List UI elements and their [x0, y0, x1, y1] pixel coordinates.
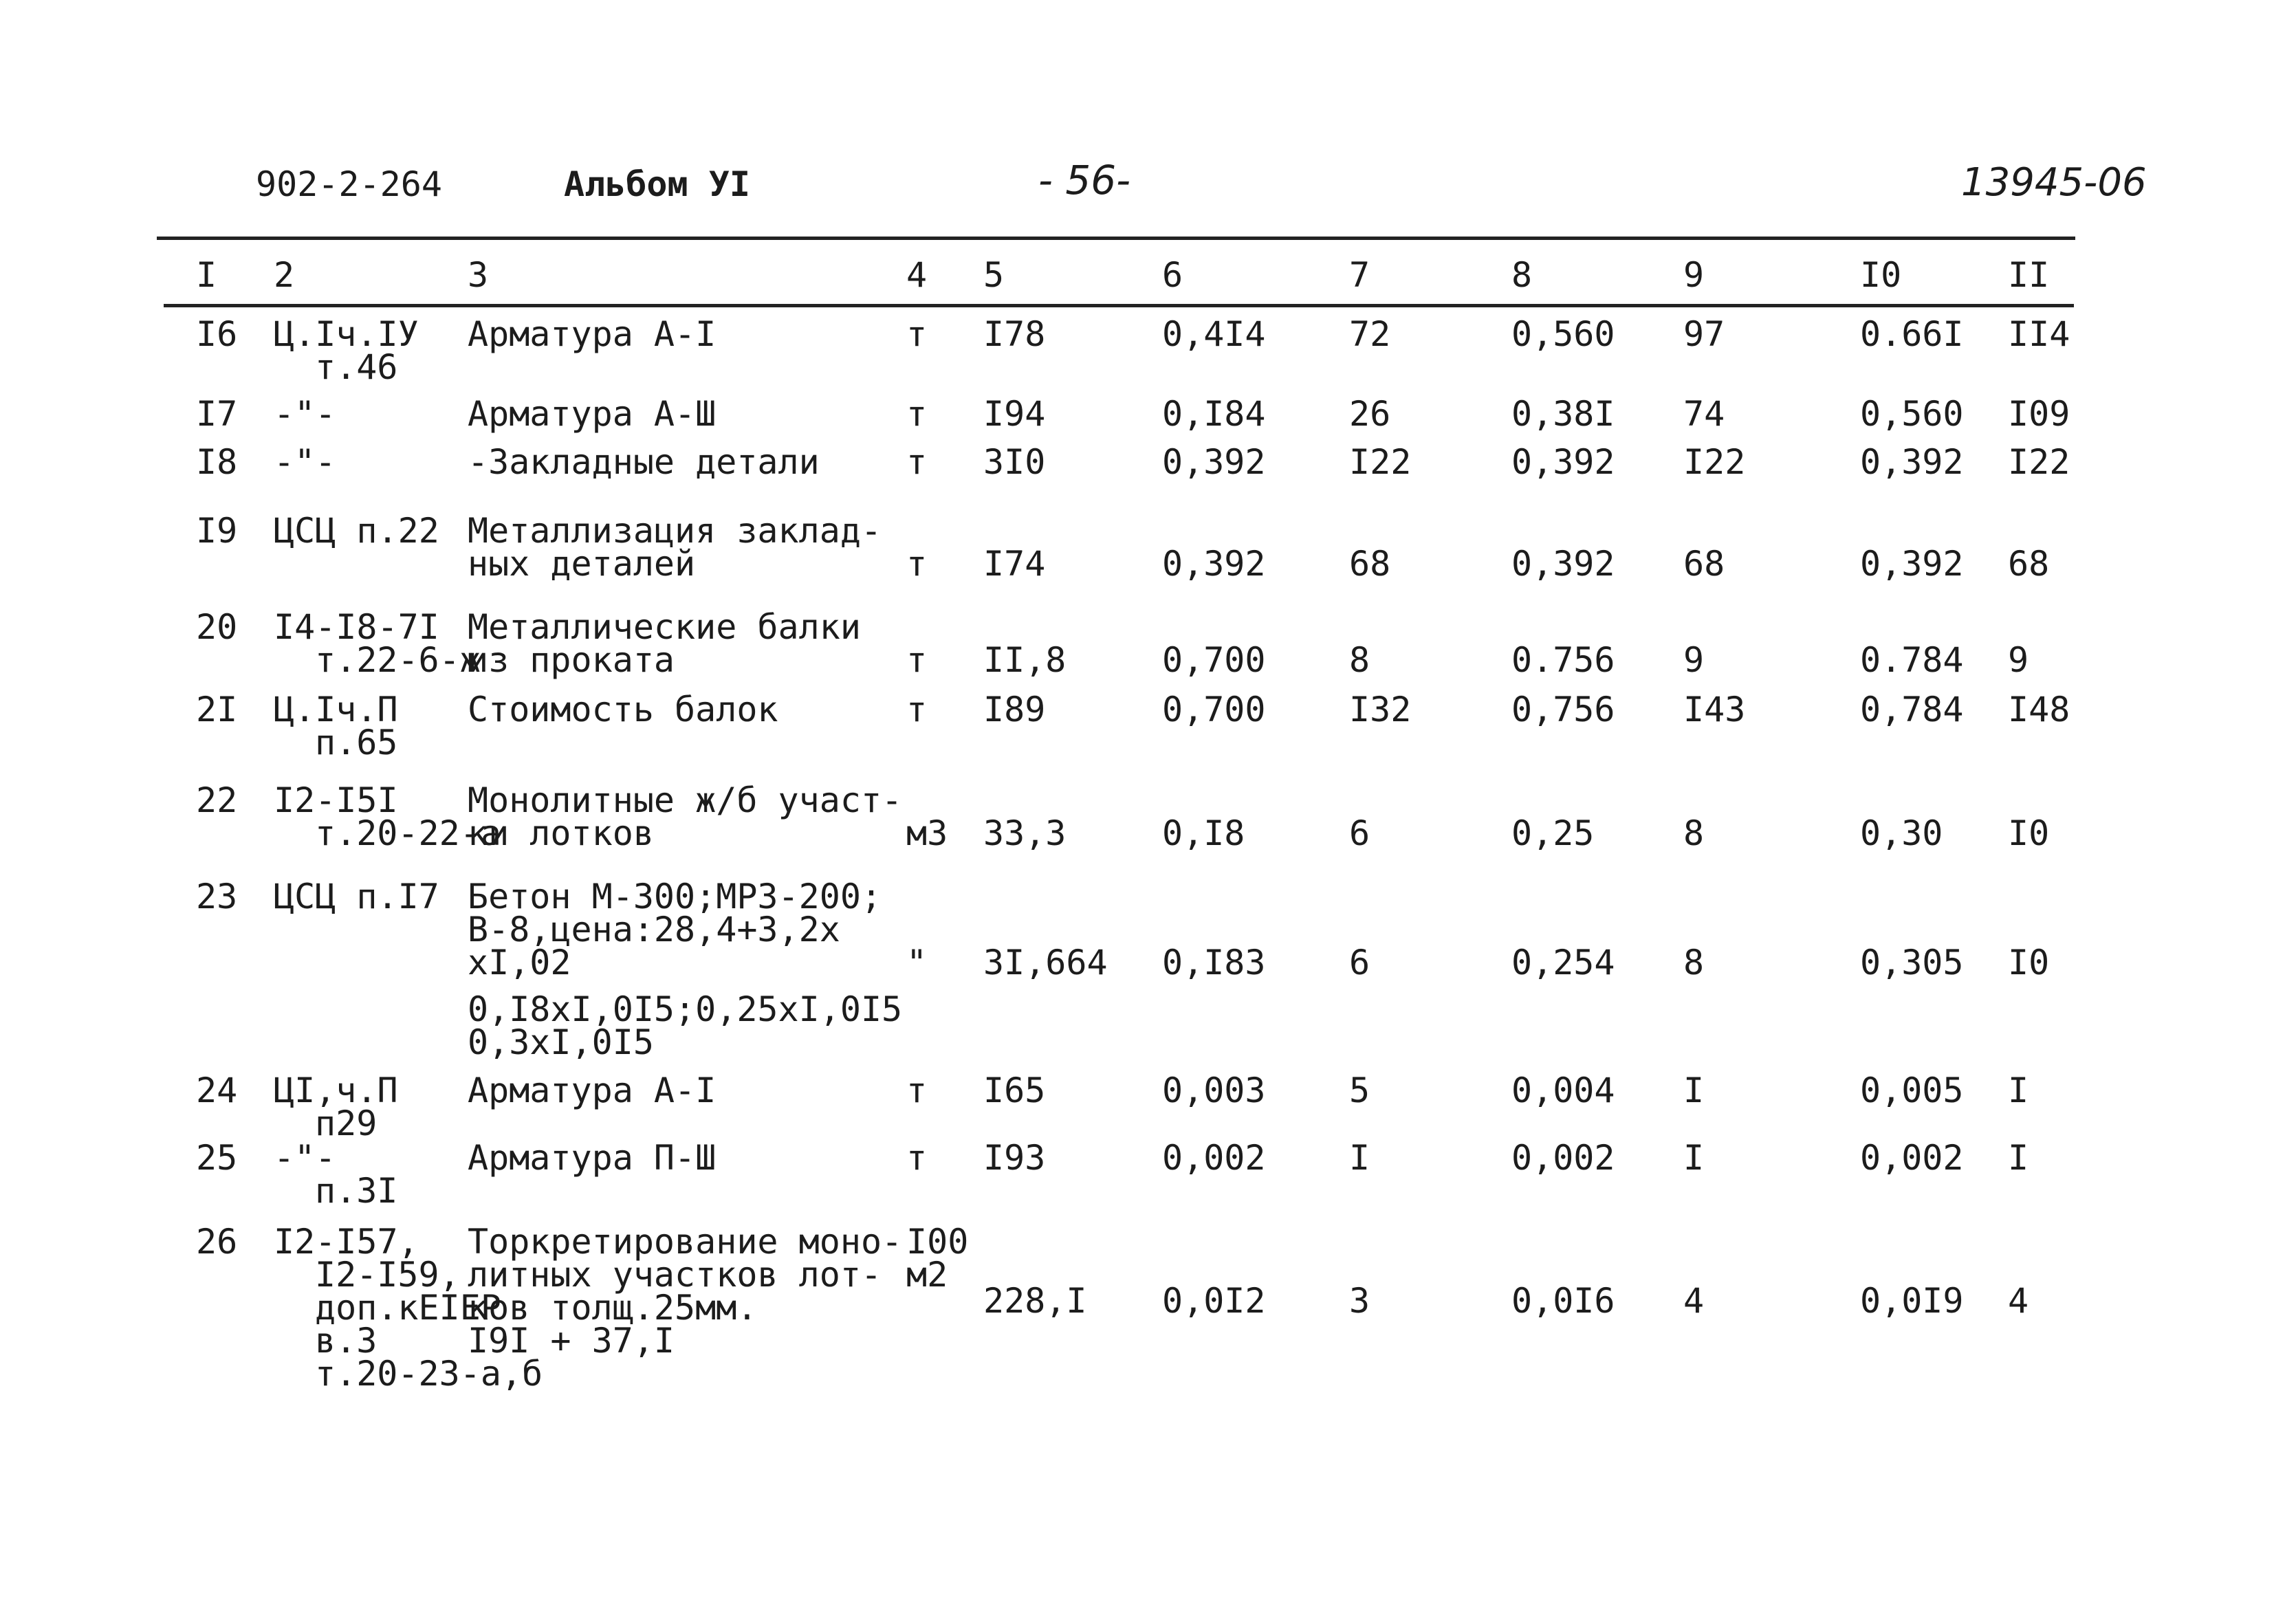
- col6-value: [1162, 690, 1266, 729]
- normative-ref: [274, 877, 439, 917]
- col8-value: [1511, 394, 1615, 434]
- col6-value: [1162, 1138, 1266, 1178]
- col9-value: [1683, 314, 1725, 354]
- work-name-line: Арматура А-I: [468, 314, 717, 354]
- col8-value-line: 0,254: [1511, 943, 1615, 983]
- col8-value-line: 0.756: [1511, 640, 1615, 680]
- col8-value-line: 0,002: [1511, 1138, 1615, 1178]
- work-name-line: Металлизация заклад-: [468, 511, 882, 551]
- row-number-line: 22: [196, 780, 238, 820]
- col11-value-line: I: [2008, 1071, 2029, 1110]
- col8-value-line: 0,560: [1511, 314, 1615, 354]
- col9-value-line: 8: [1683, 813, 1705, 853]
- col10-value-line: 0.66I: [1860, 314, 1964, 354]
- row-number: [196, 394, 238, 434]
- unit-line: т: [906, 1138, 928, 1178]
- normative-ref-line: ЦСЦ п.22: [274, 511, 439, 551]
- work-name-line: 0,3хI,0I5: [468, 1022, 654, 1062]
- col5-value-line: I65: [983, 1071, 1046, 1110]
- col11-value: [2008, 544, 2050, 584]
- unit-line: м2: [906, 1255, 948, 1295]
- col9-value: [1683, 394, 1725, 434]
- column-header-3: 3: [468, 255, 489, 295]
- row-number-line: I7: [196, 394, 238, 434]
- col9-value-line: I22: [1683, 442, 1746, 482]
- col7-value-line: 8: [1349, 640, 1370, 680]
- column-header-6: 6: [1162, 255, 1183, 295]
- normative-ref: [274, 511, 439, 551]
- col11-value-line: II4: [2008, 314, 2070, 354]
- col8-value: [1511, 442, 1615, 482]
- col6-value: [1162, 544, 1266, 584]
- normative-ref: [274, 607, 481, 680]
- unit-line: т: [906, 1071, 928, 1110]
- work-name: [468, 607, 861, 680]
- normative-ref-line: I2-I59,: [315, 1255, 460, 1295]
- col10-value-line: 0,305: [1860, 943, 1964, 983]
- normative-ref-line: доп.кЕIЕР: [315, 1288, 501, 1328]
- row-number: [196, 607, 238, 647]
- col9-value-line: 74: [1683, 394, 1725, 434]
- col9-value: [1683, 1281, 1705, 1321]
- col11-value: [2008, 1138, 2029, 1178]
- work-name: [468, 511, 882, 584]
- unit: [906, 1138, 928, 1178]
- col10-value-line: 0,784: [1860, 690, 1964, 729]
- column-header-10: I0: [1860, 255, 1902, 295]
- col10-value: [1860, 813, 1943, 853]
- col5-value-line: I78: [983, 314, 1046, 354]
- normative-ref-line: п.3I: [315, 1171, 398, 1211]
- album-label: Альбом УI: [564, 164, 750, 204]
- work-name: [468, 989, 903, 1062]
- normative-ref-line: ЦI,ч.П: [274, 1071, 398, 1110]
- col7-value: [1349, 1281, 1370, 1321]
- col11-value: [2008, 813, 2050, 853]
- col5-value: [983, 394, 1046, 434]
- normative-ref-line: Ц.Iч.П: [274, 690, 398, 729]
- col5-value: [983, 544, 1046, 584]
- unit-line: т: [906, 394, 928, 434]
- work-name-line: ков толщ.25мм.: [468, 1288, 758, 1328]
- col7-value-line: I: [1349, 1138, 1370, 1178]
- col7-value: [1349, 442, 1412, 482]
- work-name: [468, 314, 717, 354]
- col9-value-line: I43: [1683, 690, 1746, 729]
- work-name-line: Металлические балки: [468, 607, 861, 647]
- col6-value: [1162, 394, 1266, 434]
- page-number: - 56-: [1038, 157, 1131, 204]
- work-name-line: Арматура А-Ш: [468, 394, 717, 434]
- col9-value-line: I: [1683, 1138, 1705, 1178]
- col8-value-line: 0,0I6: [1511, 1281, 1615, 1321]
- row-number: [196, 511, 238, 551]
- col8-value: [1511, 640, 1615, 680]
- work-name-line: хI,02: [468, 943, 571, 983]
- normative-ref-line: I2-I5I: [274, 780, 398, 820]
- work-name: [468, 1071, 717, 1110]
- row-number-line: 23: [196, 877, 238, 917]
- col11-value: [2008, 314, 2070, 354]
- work-name: [468, 442, 820, 482]
- work-name-line: -Закладные детали: [468, 442, 820, 482]
- col10-value: [1860, 1281, 1964, 1321]
- col10-value-line: 0,560: [1860, 394, 1964, 434]
- col6-value: [1162, 314, 1266, 354]
- col10-value-line: 0,30: [1860, 813, 1943, 853]
- col10-value-line: 0,0I9: [1860, 1281, 1964, 1321]
- col7-value: [1349, 1138, 1370, 1178]
- col6-value-line: 0,I84: [1162, 394, 1266, 434]
- col9-value-line: 68: [1683, 544, 1725, 584]
- col6-value-line: 0,392: [1162, 544, 1266, 584]
- col7-value-line: 6: [1349, 943, 1370, 983]
- col8-value: [1511, 943, 1615, 983]
- col5-value: [983, 1281, 1087, 1321]
- column-header-8: 8: [1511, 255, 1533, 295]
- unit-line: т: [906, 442, 928, 482]
- unit: [906, 1222, 969, 1295]
- normative-ref-line: -"-: [274, 1138, 336, 1178]
- unit: [906, 1071, 928, 1110]
- unit-line: т: [906, 640, 928, 680]
- col9-value: [1683, 1138, 1705, 1178]
- col11-value-line: 4: [2008, 1281, 2029, 1321]
- col11-value-line: I: [2008, 1138, 2029, 1178]
- unit: [906, 544, 928, 584]
- unit-line: т: [906, 544, 928, 584]
- row-number-line: 2I: [196, 690, 238, 729]
- col10-value-line: 0,002: [1860, 1138, 1964, 1178]
- col11-value: [2008, 1281, 2029, 1321]
- work-name: [468, 1222, 903, 1361]
- col7-value-line: 6: [1349, 813, 1370, 853]
- col9-value-line: 97: [1683, 314, 1725, 354]
- col7-value-line: I32: [1349, 690, 1412, 729]
- col8-value: [1511, 690, 1615, 729]
- col5-value: [983, 690, 1046, 729]
- col5-value-line: I74: [983, 544, 1046, 584]
- col8-value: [1511, 314, 1615, 354]
- col8-value: [1511, 1138, 1615, 1178]
- col7-value-line: I22: [1349, 442, 1412, 482]
- col6-value-line: 0,700: [1162, 690, 1266, 729]
- col11-value: [2008, 690, 2070, 729]
- col8-value-line: 0,25: [1511, 813, 1595, 853]
- normative-ref: [274, 690, 398, 762]
- work-name-line: В-8,цена:28,4+3,2х: [468, 910, 840, 950]
- col10-value: [1860, 943, 1964, 983]
- row-number: [196, 780, 238, 820]
- col8-value-line: 0,756: [1511, 690, 1615, 729]
- work-name-line: Торкретирование моно-: [468, 1222, 903, 1262]
- col7-value: [1349, 640, 1370, 680]
- col10-value: [1860, 1138, 1964, 1178]
- row-number: [196, 877, 238, 917]
- col6-value: [1162, 943, 1266, 983]
- col9-value: [1683, 1071, 1705, 1110]
- work-name: [468, 877, 882, 983]
- row-number-line: 26: [196, 1222, 238, 1262]
- col10-value: [1860, 1071, 1964, 1110]
- work-name-line: Монолитные ж/б участ-: [468, 780, 903, 820]
- col10-value: [1860, 544, 1964, 584]
- work-name-line: Бетон М-300;МРЗ-200;: [468, 877, 882, 917]
- row-number-line: I8: [196, 442, 238, 482]
- col6-value: [1162, 813, 1245, 853]
- col11-value: [2008, 1071, 2029, 1110]
- unit: [906, 442, 928, 482]
- work-name-line: ки лотков: [468, 813, 654, 853]
- work-name: [468, 394, 717, 434]
- col6-value: [1162, 1071, 1266, 1110]
- row-number: [196, 690, 238, 729]
- col11-value-line: I09: [2008, 394, 2070, 434]
- col10-value: [1860, 442, 1964, 482]
- col11-value-line: I22: [2008, 442, 2070, 482]
- col7-value: [1349, 943, 1370, 983]
- col5-value-line: 228,I: [983, 1281, 1087, 1321]
- normative-ref-line: т.46: [315, 347, 398, 387]
- col9-value: [1683, 813, 1705, 853]
- column-header-9: 9: [1683, 255, 1705, 295]
- inventory-number: 13945-06: [1961, 160, 2147, 205]
- col10-value-line: 0,005: [1860, 1071, 1964, 1110]
- work-name-line: из проката: [468, 640, 675, 680]
- column-header-4: 4: [906, 255, 928, 295]
- row-number: [196, 1222, 238, 1262]
- col11-value-line: I0: [2008, 943, 2050, 983]
- col5-value: [983, 943, 1108, 983]
- normative-ref-line: п.65: [315, 723, 398, 762]
- column-header-11: II: [2008, 255, 2050, 295]
- col9-value: [1683, 690, 1746, 729]
- col6-value-line: 0,002: [1162, 1138, 1266, 1178]
- work-name: [468, 780, 903, 853]
- col10-value: [1860, 640, 1964, 680]
- col10-value: [1860, 394, 1964, 434]
- work-name-line: ных деталей: [468, 544, 696, 584]
- col9-value: [1683, 943, 1705, 983]
- col5-value: [983, 442, 1046, 482]
- unit-line: т: [906, 690, 928, 729]
- col5-value-line: II,8: [983, 640, 1067, 680]
- work-name-line: литных участков лот-: [468, 1255, 882, 1295]
- normative-ref-line: в.3: [315, 1321, 378, 1361]
- col11-value: [2008, 943, 2050, 983]
- col6-value-line: 0,I83: [1162, 943, 1266, 983]
- col6-value-line: 0,4I4: [1162, 314, 1266, 354]
- col9-value-line: 4: [1683, 1281, 1705, 1321]
- normative-ref: [274, 1138, 398, 1211]
- col9-value: [1683, 442, 1746, 482]
- unit: [906, 813, 948, 853]
- col8-value-line: 0,38I: [1511, 394, 1615, 434]
- col9-value: [1683, 640, 1705, 680]
- row-number-line: 24: [196, 1071, 238, 1110]
- header-rule-top: [157, 237, 2075, 240]
- col6-value: [1162, 442, 1266, 482]
- col8-value: [1511, 1281, 1615, 1321]
- normative-ref-line: т.20-22-а: [315, 813, 501, 853]
- column-header-7: 7: [1349, 255, 1370, 295]
- col11-value: [2008, 442, 2070, 482]
- col5-value: [983, 640, 1067, 680]
- col11-value-line: I48: [2008, 690, 2070, 729]
- normative-ref-line: -"-: [274, 394, 336, 434]
- col9-value-line: 9: [1683, 640, 1705, 680]
- row-number-line: I9: [196, 511, 238, 551]
- normative-ref-line: -"-: [274, 442, 336, 482]
- col9-value: [1683, 544, 1725, 584]
- col7-value-line: 5: [1349, 1071, 1370, 1110]
- col10-value: [1860, 314, 1964, 354]
- work-name: [468, 690, 778, 729]
- unit: [906, 640, 928, 680]
- col5-value: [983, 813, 1067, 853]
- unit-line: м3: [906, 813, 948, 853]
- unit-line: I00: [906, 1222, 969, 1262]
- col5-value-line: I93: [983, 1138, 1046, 1178]
- work-name-line: Арматура А-I: [468, 1071, 717, 1110]
- work-name-line: Стоимость балок: [468, 690, 778, 729]
- work-name: [468, 1138, 717, 1178]
- col7-value: [1349, 544, 1391, 584]
- col8-value-line: 0,392: [1511, 442, 1615, 482]
- col9-value-line: I: [1683, 1071, 1705, 1110]
- normative-ref-line: т.22-6-ж: [315, 640, 481, 680]
- document-code: 902-2-264: [256, 164, 442, 204]
- col6-value-line: 0,0I2: [1162, 1281, 1266, 1321]
- unit: [906, 690, 928, 729]
- col9-value-line: 8: [1683, 943, 1705, 983]
- normative-ref: [274, 314, 419, 387]
- row-number-line: 20: [196, 607, 238, 647]
- col7-value-line: 72: [1349, 314, 1391, 354]
- col10-value: [1860, 690, 1964, 729]
- column-header-1: I: [196, 255, 217, 295]
- col6-value: [1162, 640, 1266, 680]
- col5-value: [983, 1071, 1046, 1110]
- normative-ref-line: ЦСЦ п.I7: [274, 877, 439, 917]
- normative-ref-line: I4-I8-7I: [274, 607, 439, 647]
- col11-value: [2008, 394, 2070, 434]
- col10-value-line: 0,392: [1860, 544, 1964, 584]
- col11-value-line: 68: [2008, 544, 2050, 584]
- row-number-line: I6: [196, 314, 238, 354]
- col5-value-line: I89: [983, 690, 1046, 729]
- col8-value-line: 0,004: [1511, 1071, 1615, 1110]
- col10-value-line: 0,392: [1860, 442, 1964, 482]
- col8-value: [1511, 813, 1595, 853]
- col8-value-line: 0,392: [1511, 544, 1615, 584]
- work-name-line: I9I + 37,I: [468, 1321, 675, 1361]
- col5-value: [983, 1138, 1046, 1178]
- col11-value-line: 9: [2008, 640, 2029, 680]
- col7-value-line: 3: [1349, 1281, 1370, 1321]
- col7-value: [1349, 690, 1412, 729]
- row-number: [196, 1071, 238, 1110]
- col8-value: [1511, 544, 1615, 584]
- col5-value-line: 3I0: [983, 442, 1046, 482]
- col7-value: [1349, 314, 1391, 354]
- col6-value-line: 0,700: [1162, 640, 1266, 680]
- col6-value-line: 0,003: [1162, 1071, 1266, 1110]
- normative-ref-line: п29: [315, 1104, 378, 1143]
- col6-value-line: 0,392: [1162, 442, 1266, 482]
- unit: [906, 314, 928, 354]
- column-header-2: 2: [274, 255, 295, 295]
- normative-ref-line: т.20-23-а,б: [315, 1354, 543, 1394]
- col5-value-line: 3I,664: [983, 943, 1108, 983]
- col10-value-line: 0.784: [1860, 640, 1964, 680]
- unit-line: т: [906, 314, 928, 354]
- col7-value-line: 26: [1349, 394, 1391, 434]
- col7-value-line: 68: [1349, 544, 1391, 584]
- unit-line: ": [906, 943, 928, 983]
- col5-value: [983, 314, 1046, 354]
- col6-value-line: 0,I8: [1162, 813, 1245, 853]
- col8-value: [1511, 1071, 1615, 1110]
- col11-value: [2008, 640, 2029, 680]
- unit: [906, 943, 928, 983]
- col7-value: [1349, 394, 1391, 434]
- col5-value-line: 33,3: [983, 813, 1067, 853]
- row-number: [196, 442, 238, 482]
- col7-value: [1349, 813, 1370, 853]
- col5-value-line: I94: [983, 394, 1046, 434]
- work-name-line: Арматура П-Ш: [468, 1138, 717, 1178]
- work-name-line: 0,I8хI,0I5;0,25хI,0I5: [468, 989, 903, 1029]
- normative-ref-line: Ц.Iч.IУ: [274, 314, 419, 354]
- col7-value: [1349, 1071, 1370, 1110]
- unit: [906, 394, 928, 434]
- row-number-line: 25: [196, 1138, 238, 1178]
- row-number: [196, 314, 238, 354]
- col11-value-line: I0: [2008, 813, 2050, 853]
- row-number: [196, 1138, 238, 1178]
- normative-ref: [274, 1071, 398, 1143]
- col6-value: [1162, 1281, 1266, 1321]
- column-header-5: 5: [983, 255, 1005, 295]
- header-rule-bottom: [164, 304, 2074, 307]
- normative-ref: [274, 442, 336, 482]
- normative-ref-line: I2-I57,: [274, 1222, 419, 1262]
- normative-ref: [274, 394, 336, 434]
